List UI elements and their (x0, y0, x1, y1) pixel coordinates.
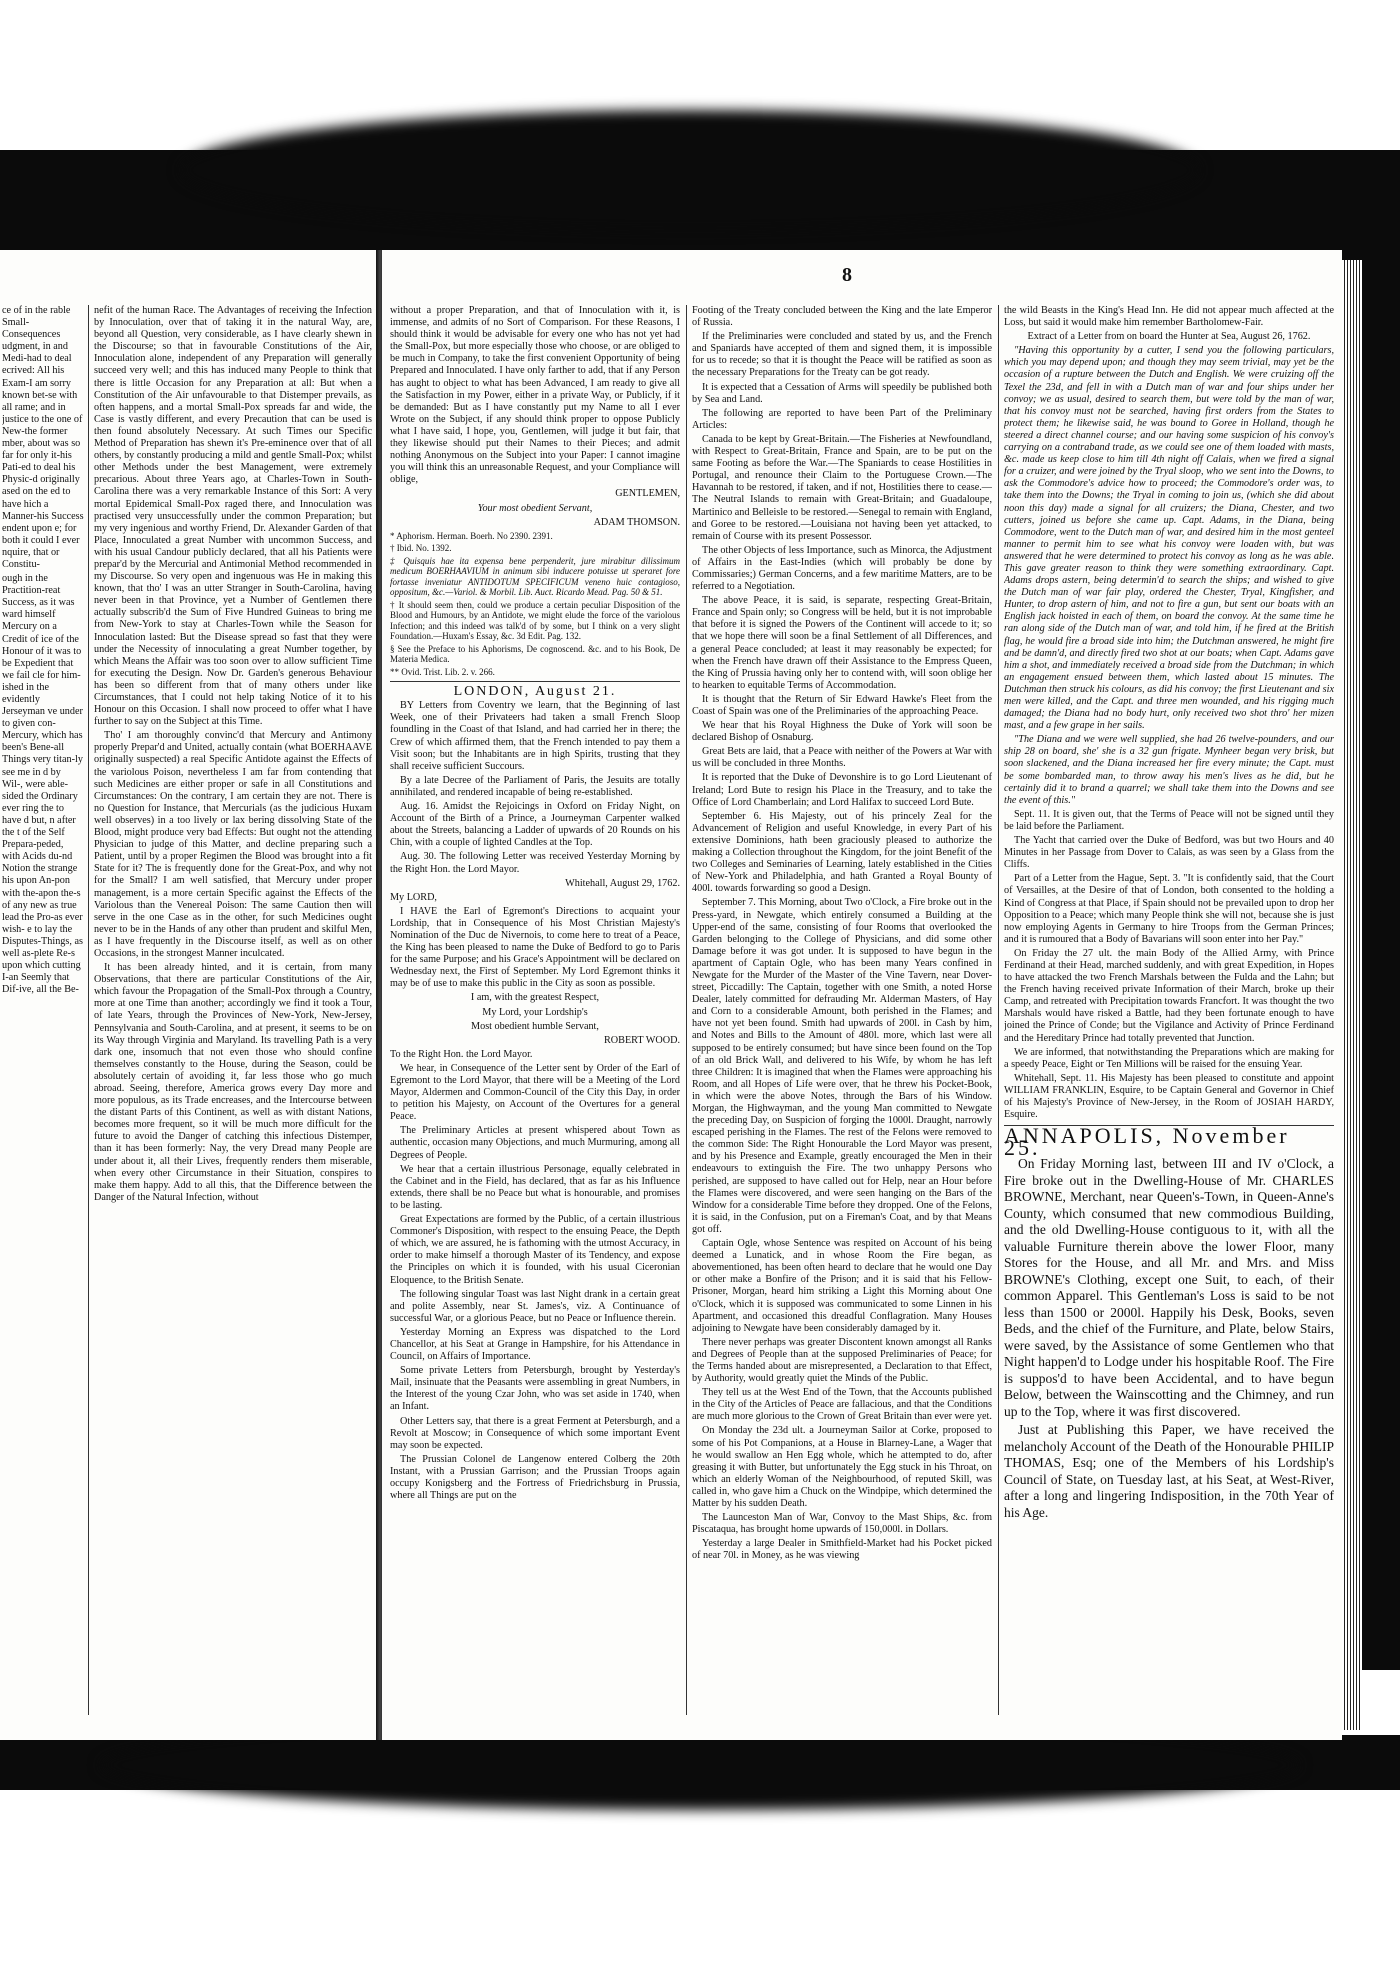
paragraph: They tell us at the West End of the Town, that the Accounts published in the City of the Articles of Peace are fallacious, and that the Conditions are much more glorious to the Crown of Great Britain than ever were yet. (692, 1387, 992, 1423)
paragraph: the wild Beasts in the King's Head Inn. He did not appear much affected at the Loss, but said it would make him remember Bartholomew-Fair. (1004, 305, 1334, 329)
paragraph: It is reported that the Duke of Devonshire is to go Lord Lieutenant of Ireland; Lord Bute to resign his Place in the Treasury, and to take the Office of Lord Chamberlain; and Lord Halifax to succeed Lord Bute. (692, 772, 992, 808)
column-rule (686, 305, 687, 1715)
paragraph: The other Objects of less Importance, such as Minorca, the Adjustment of Affairs in the East-Indies (which will probably be done by Commissaries;) German Concerns, and a few maritime Matters, are to be referred to a Negotiation. (692, 544, 992, 593)
letter-close: I am, with the greatest Respect, (470, 992, 600, 1004)
signature: ADAM THOMSON. (593, 516, 680, 528)
paragraph: If the Preliminaries were concluded and stated by us, and the French and Spaniards have accepted of them and signed them, it is impossible for us to recede; so that it is thought the Peace will be ratified as soon as the necessary Preparations for the Treaty can be got ready. (692, 331, 992, 379)
column-rule (88, 305, 89, 1715)
paragraph: September 6. His Majesty, out of his princely Zeal for the Advancement of Religion and useful Knowledge, in every Part of his extensive Dominions, hath been graciously pleased to authorize the making a Collection throughout the Kingdom, for the joint Benefit of the two Colleges and Seminaries of Learning, lately established in the Cities of New-York and Philadelphia, and hath Granted a Royal Bounty of 400l. towards forwarding so good a Design. (692, 810, 992, 895)
salutation: GENTLEMEN, (615, 488, 680, 500)
paragraph: Captain Ogle, whose Sentence was respited on Account of his being deemed a Lunatick, and in whose Room the Fire began, as abovementioned, has been often heard to declare that he would one Day or other make a Bonfire of the Prison; and it is said that his Fellow-Prisoner, Morgan, heard him striking a Light this Morning about One o'Clock, which it is supposed was communicated to some Linnen in his Apartment, and occasioned this dreadful Conflagration. Many Houses adjoining to Newgate have been considerably damaged by it. (692, 1238, 992, 1334)
paragraph: Great Expectations are formed by the Public, of a certain illustrious Commoner's Disposition, with respect to the ensuing Peace, the Depth of which, we are assured, he is fathoming with the utmost Accuracy, in order to make himself a thorough Master of its Tendency, and expose the Principles on which it is founded, with his usual Ciceronian Eloquence, to the British Senate. (390, 1214, 680, 1286)
paragraph: Footing of the Treaty concluded between the King and the late Emperor of Russia. (692, 305, 992, 329)
paragraph: By a late Decree of the Parliament of Paris, the Jesuits are totally annihilated, and rendered incapable of being re-established. (390, 774, 680, 798)
paragraph: We hear that a certain illustrious Personage, equally celebrated in the Cabinet and in the Field, has declared, that as far as his Influence extends, there shall be no Peace but what is honourable, and promises to be lasting. (390, 1163, 680, 1211)
footnote: ‡ Quisquis hae ita expensa bene perpenderit, jure mirabitur dilissimum medicum BOERHAAVIUM in animum sibi inducere potuisse ut speraret fore fortasse inveniatur ANTIDOTUM SPECIFICUM veneno huic contagioso, oppositum, &c.—Variol. & Morbil. Lib. Auct. Ricardo Mead. Pag. 50 & 51. (390, 555, 680, 598)
paragraph: without a proper Preparation, and that of Innoculation with it, is immense, and admits of no Sort of Comparison. For these Reasons, I should think it would be advisable for every one who has not yet had the Small-Pox, but more especially those who choose, or are obliged to be much in Company, to take the first convenient Opportunity of being Prepared and Innoculated. I have only farther to add, that if any Person has aught to object to what has been Advanced, I am ready to give all the Satisfaction in my Power, either in a private Way, or Publicly, if it be demanded: But as I have constantly put my Name to all I ever Wrote on the Subject, if any should think proper to oppose Publicly what I have said, I hope, you, Gentlemen, will judge it but fair, that they likewise should put their Names to their Pieces; and admit nothing Anonymous on the Subject into your Paper: I cannot imagine you will think this an unreasonable Request, and your Compliance will oblige, (390, 305, 680, 486)
paragraph: September 7. This Morning, about Two o'Clock, a Fire broke out in the Press-yard, in Newgate, which entirely consumed a Building at the Upper-end of the same, consisting of four Rooms that overlooked the Garden belonging to the College of Physicians, and did some other Damage before it was got under. It is supposed to have begun in the apartment of Captain Ogle, who has been many Years confined in Newgate for the Murder of the Master of the Vine Tavern, near Dover-street, Piccadilly: The Captain, together with one Smith, a noted Horse Dealer, lately committed for defrauding Mr. Alderman Masters, of Hay and Corn to a considerable Amount, both perished in the Flames; and have not yet been found. Smith had upwards of 200l. in Cash by him, and Notes and Bills to the Amount of 480l. more, which last were all supposed to be entirely consumed; but have since been found on the Top of an old Brick Wall, and delivered to his Wife, by whom he has left three Children: It is imagined that when the Flames were approaching his Room, and all Hopes of Life were over, that he threw his Pocket-Book, in which were the above Notes, through the Bars of his Window. Morgan, the Highwayman, and the young Man committed to Newgate the preceding Day, on Suspicion of forging the 1000l. Draught, narrowly escaped perishing in the Flames. The rest of the Felons were removed to the common Side: The Right Honourable the Lord Mayor was present, and by his Presence and Example, greatly encouraged the Men in their endeavours to extinguish the Fire. The two unhappy Persons who perished, are supposed to have called out for Help, near an Hour before the Flames were discovered, and were seen hanging on the Bars of the Window for a considerable Time before they dropped. One of the Felons, it is said, in the Confusion, put on a Fireman's Coat, and by that Means got off. (692, 897, 992, 1235)
letter-addressee: To the Right Hon. the Lord Mayor. (390, 1048, 533, 1060)
paragraph: The Yacht that carried over the Duke of Bedford, was but two Hours and 40 Minutes in her Passage from Dover to Calais, as was seen by a Glass from the Cliffs. (1004, 835, 1334, 871)
letter-greeting: My LORD, (390, 891, 437, 903)
paragraph: Just at Publishing this Paper, we have received the melancholy Account of the Death of the Honourable PHILIP THOMAS, Esq; one of the Members of his Lordship's Council of State, on Tuesday last, at his Seat, at West-River, after a long and lingering Indisposition, in the 70th Year of his Age. (1004, 1422, 1334, 1520)
paragraph: The Prussian Colonel de Langenow entered Colberg the 20th Instant, with a Prussian Garrison; and the Prussian Troops again occupy Konigsberg and the Fortress of Friedrichsburg in Prussia, where all Things are put on the (390, 1453, 680, 1502)
paragraph: Sept. 11. It is given out, that the Terms of Peace will not be signed until they be laid before the Parliament. (1004, 808, 1334, 832)
page-edges (1342, 260, 1362, 1730)
paragraph: It is thought that the Return of Sir Edward Hawke's Fleet from the Coast of Spain was one of the Preliminaries of the approaching Peace. (692, 693, 992, 717)
closing: Your most obedient Servant, (477, 502, 593, 514)
right-page-column-2 (692, 305, 992, 1715)
footnote: † Ibid. No. 1392. (390, 543, 452, 554)
paragraph: The above Peace, it is said, is separate, respecting Great-Britain, France and Spain only; so Congress will be held, but it is not improbable that before it is signed the Powers of the Continent will accede to it; so that we hope there will soon be a final Settlement of all Differences, and a general Peace concluded; at least it may reasonably be expected; for when the French have drawn off their Assistance to the Empress Queen, the King of Prussia having only her to contend with, will soon oblige her to hearken to equitable Terms of Accommodation. (692, 595, 992, 691)
paragraph: Some private Letters from Petersburgh, brought by Yesterday's Mail, insinuate that the Peasants were assembling in great Numbers, in the Interest of the young Czar John, who was set aside in 1740, when an Infant. (390, 1365, 680, 1413)
paragraph: On Friday the 27 ult. the main Body of the Allied Army, with Prince Ferdinand at their Head, marched suddenly, and with great Expedition, in Hopes to have attacked the two French Marshals between the Fulda and the Lahn; but the French having received private Information of their March, broke up their Camp, and retreated with Precipitation towards Francfort. It was thought the two Marshals would have risked a Battle, had they been fortunate enough to have joined the Prince of Conde; but the Vigilance and Activity of Prince Ferdinand and the Hereditary Prince had totally prevented that Junction. (1004, 947, 1334, 1044)
left-page-column-a (2, 305, 84, 1715)
letter-close: My Lord, your Lordship's (482, 1006, 588, 1018)
paragraph: Aug. 30. The following Letter was received Yesterday Morning by the Right Hon. the Lord Mayor. (390, 851, 680, 875)
paragraph: Other Letters say, that there is a great Ferment at Petersburgh, and a Revolt at Moscow; in Consequence of which some important Event may soon be expected. (390, 1415, 680, 1451)
letter-extract: "Having this opportunity by a cutter, I send you the following particulars, which you may depend upon; and though they may seem trivial, may yet be the occasion of a rupture between the Dutch and English. We were cruizing off the Texel the 23d, and fell in with a Dutch man of war and four ships under her convoy; we as usual, desired to search them, but were told by the man of war, that his convoy must not be searched, having first orders from the States to protect them; he likewise said, he was bound to Goree in Holland, though he steered a direct channel course; and our having some suspicion of his convoy's carrying on a contraband trade, as we could see one of them loaded with masts, &c. made us keep close to him till 4th night off Calais, when we fired a signal for a cruizer, and were joined by the Tryal sloop, who we sent into the Downs, to ask the Commodore's advice how to proceed; the Commodore's order was, to take them into the Downs; the Tryal in coming to join us, (which she did about noon this day) made a signal for all cruizers; the Diana, Chester, and two cutters, joined us before she came up. Capt. Adams, in the Diana, being Commodore, went to the Dutch man of war, and desired him in the most genteel manner to permit him to see what his convoy were loaden with, but was answered that he were determined to protect his convoy as long as he was able. This gave greater reason to think they were something extraordinary. Capt. Adams drops astern, being determin'd to search the ships; and wished to give the Dutch man of war fair play, ordered the Chester, Tryal, Kingfisher, and Hunter, to drop astern of him, and not to fire a gun, but sent our boats with an English jack hoisted in each of them, on board the convoy. At the same time he ran along side of the Dutch man of war, and told him, if he fired at the British flag, he would fire a broad side into him; the Dutchman answered, he might fire and be damn'd, and directly fired two shot at our boats; when Capt. Adams gave him a shot, and immediately received a broad side from the Dutchman; in which an engagement ensued between them, which lasted about 15 minutes. The Dutchman then struck his colours, as did his convoy; the first Lieutenant and six men were killed, and the Capt. and three men wounded, and his rigging much damaged; the Diana had no body hurt, only received two shot thro' her mizen mast, and a few grape in her sails. (1004, 345, 1334, 732)
footnotes (390, 531, 680, 678)
paragraph: The following singular Toast was last Night drank in a certain great and polite Assembly, near St. James's, viz. A Continuance of successful War, or a glorious Peace, but no Peace or Influence therein. (390, 1288, 680, 1324)
paragraph: We hear, in Consequence of the Letter sent by Order of the Earl of Egremont to the Lord Mayor, that there will be a Meeting of the Lord Mayor, Aldermen and Common-Council of the City this Day, in order to petition his Majesty, on Account of the Overtures for a general Peace. (390, 1062, 680, 1123)
london-dateline: LONDON, August 21. (453, 684, 617, 700)
section-separator (390, 681, 680, 682)
paragraph: Great Bets are laid, that a Peace with neither of the Powers at War with us will be concluded in three Months. (692, 746, 992, 770)
paragraph: On Friday Morning last, between III and IV o'Clock, a Fire broke out in the Dwelling-House of Mr. CHARLES BROWNE, Merchant, near Queen's-Town, in Queen-Anne's County, which consumed that new commodious Building, and the old Dwelling-House contiguous to it, with all the valuable Furniture therein above the lower Floor, many Stores for the House, and all Mr. and Mrs. and Miss BROWNE's Clothing, except one Suit, to each, of their common Apparel. This Gentleman's Loss is said to be not less than 1500 or 2000l. Happily his Desk, Books, seven Beds, and the chief of the Furniture, and Plate, below Stairs, were saved, by the Assistance of some Gentlemen who that Night happen'd to Lodge under his hospitable Roof. The Fire is suppos'd to have been Accidental, and to have begun Below, between the Wainscotting and the Chimney, and run up to the Top, where it was first discovered. (1004, 1156, 1334, 1419)
letter-body: I HAVE the Earl of Egremont's Directions to acquaint your Lordship, that in Consequence of his Most Christian Majesty's Nomination of the Duc de Nivernois, to come here to treat of a Peace, the King has been pleased to name the Duke of Bedford to go to Paris for the same Purpose; and his Grace's Appointment will be declared on Wednesday next, the First of September. My Lord Egremont thinks it may be of use to make this public in the City as soon as possible. (390, 905, 680, 990)
annapolis-dateline: ANNAPOLIS, November 25. (1004, 1123, 1290, 1161)
letter-place-date: Whitehall, August 29, 1762. (565, 877, 680, 889)
page-number: 8 (842, 264, 852, 286)
paragraph: There never perhaps was greater Discontent known amongst all Ranks and Degrees of People than at the supposed Preliminaries of Peace; for the Terms handed about are misrepresented, a Declaration to that Effect, by Authority, would greatly quiet the Minds of the Public. (692, 1336, 992, 1385)
paragraph: Whitehall, Sept. 11. His Majesty has been pleased to constitute and appoint WILLIAM FRANKLIN, Esquire, to be Captain General and Governor in Chief of his Majesty's Province of New-Jersey, in the Room of JOSIAH HARDY, Esquire. (1004, 1072, 1334, 1121)
right-page (382, 250, 1342, 1740)
paragraph: Aug. 16. Amidst the Rejoicings in Oxford on Friday Night, on Account of the Birth of a Prince, a Journeyman Carpenter walked about the Streets, balancing a Ladder of upwards of 20 Rounds on his Chin, with a couple of lighted Candles at the Top. (390, 801, 680, 849)
column-rule (998, 305, 999, 1715)
paragraph: We hear that his Royal Highness the Duke of York will soon be declared Bishop of Osnaburg. (692, 720, 992, 744)
paragraph: BY Letters from Coventry we learn, that the Beginning of last Week, one of their Privateers had taken a small French Sloop foundling in the Coast of that Island, and had carried her in there; the Crew of which affirmed them, that the French intended to pay them a Visit soon; but the Inhabitants are in high Spirits, trusting that they shall receive sufficient Succours. (390, 700, 680, 772)
paragraph: The Launceston Man of War, Convoy to the Mast Ships, &c. from Piscataqua, has brought home upwards of 150,000l. in Dollars. (692, 1512, 992, 1536)
footnote: * Aphorism. Herman. Boerh. No 2390. 2391. (390, 530, 553, 541)
footnote: ** Ovid. Trist. Lib. 2. v. 266. (390, 666, 495, 677)
column-b-paragraph: Tho' I am thoroughly convinc'd that Mercury and Antimony properly Prepar'd and United, actually contain (what BOERHAAVE originally suspected) a real Specific Antidote against the Effects of the variolous Poison, nevertheless I am far from contending that such Medicines are either proper or safe in all Constitutions and Circumstances: On the contrary, I am certain they are not. There is no Question for Instance, that Mercurials (as the judicious Huxam well observes) in a too lively or lax bering dissolving State of the Blood, might produce very bad Effects: But ought not the attending Physician to judge of this Matter, and decline preparing such a Patient, until by a proper Regimen the Blood was brought into a fit State for it? The is frequently done for the Great-Pox, and why not for the Small? I am well satisfied, that Mercury under proper management, is a more certain Specific against the Effects of the Variolous than the Venereal Poison: The same Caution then will serve in the one Case as in the other, for such Medicines ought never to be in the Hands of any other than prudent and skilful Men, as I have frequently in the Discourse itself, as well as on other Occasions, in the strongest Manner inculcated. (94, 730, 372, 959)
column-b-paragraph: nefit of the human Race. The Advantages of receiving the Infection by Innoculation, over that of taking it in the natural Way, are, beyond all Question, very considerable, as I have clearly shewn in the Discourse; so that in favourable Constitutions of the Air, Innoculation alone, independent of any Preparation will generally succeed very well; and this has induced many People to think that there is little Occasion for any Preparation at all: But when a Constitution of the Air unfavourable to that Distemper prevails, as often happens, and a mortal Small-Pox spreads far and wide, the Case is vastly different, and every Precaution that can be used is then found absolutely Necessary. At such Times our Specific Method of Preparation has shewn it's Pre-eminence over that of all others, by constantly producing a mild and gentle Small-Pox; whilst other Methods under the best Management, were extremely precarious. About three Years ago, at Charles-Town in South-Carolina there was a very remarkable Instance of this Sort: A very mortal Epidemical Small-Pox raged there, and Innoculation was practised very unsuccessfully under the common Preparation; but my very ingenious and worthy Friend, Dr. Alexander Garden of that Place, Innoculated a great Number with uncommon Success, and with his usual Candour publicly declared, that all his Patients were prepar'd by the Mercurial and Antimonial Method recommended in my Discourse. So very open and ingenuous was He in making this known, that tho' I was an utter Stranger in South-Carolina, having never been in that Province, yet a Number of Gentlemen there actually subscrib'd the Sum of Five Hundred Guineas to bring me from New-York to stay at Charles-Town while the Season for Innoculation lasted: But the Disease spread so fast that they were under the Necessity of innoculating a great Number together, by which Means the Affair was too soon over to allow sufficient Time for executing the Design. Now Dr. Garden's generous Behaviour has been so different from that of many others under like Circumstances, that I could not help taking Notice of it to his Honour on this Occasion. I shall now proceed to offer what I have further to say on the Subject at this Time. (94, 305, 372, 728)
paragraph: The following are reported to have been Part of the Preliminary Articles: (692, 407, 992, 431)
right-page-column-3 (1004, 305, 1334, 1715)
left-page (0, 250, 380, 1740)
left-page-column-b (94, 305, 372, 1715)
paragraph: Yesterday Morning an Express was dispatched to the Lord Chancellor, at his Seat at Grange in Hampshire, for his Attendance in Council, on Affairs of Importance. (390, 1326, 680, 1363)
open-book (0, 150, 1400, 1770)
letter-extract: "The Diana and we were well supplied, she had 26 twelve-pounders, and our ship 28 on board, she' she is a 32 gun frigate. Mynheer began very brisk, but soon slackened, and the Diana increased her fire every minute; the Capt. must be some bombarded man, to throw away his men's lives as he did, but he certainly did it to brand a quarrel; we shall take them into the Downs and see the event of this." (1004, 734, 1334, 806)
column-a-paragraph: ough in the Practition-reat Success, as it was ward himself Mercury on a Credit of ice of the Honour of it was to be Expedient that we fail cle for him-ished in the evidently Jerseyman ve under to given con-Mercury, which has been's Bene-all Things very titan-ly see me in d by Wil-, were able-sided the Ordinary ever ring the to have d but, n after the t of the Self Prepara-peded, with Acids du-nd Notion the strange his upon An-pon with the-apon the-s of any new as true lead the Pro-as ever wish- e to lay the Disputes-Things, as well as-plete Re-s upon which cutting I-an Seemly that Dif-ive, all the Be- (2, 573, 83, 996)
footnote: † It should seem then, could we produce a certain peculiar Disposition of the Blood and Humours, by an Antidote, we might elude the force of the variolous Infection; and this indeed was talk'd of by some, but I think on a very slight Foundation.—Huxam's Essay, &c. 3d Edit. Pag. 132. (390, 599, 680, 642)
column-b-paragraph: It has been already hinted, and it is certain, from many Observations, that there are particular Constitutions of the Air, which favour the Propagation of the Small-Pox through a Country, more at one Time than another; accordingly we find it took a Tour, of late Years, through the Provinces of New-York, New-Jersey, Pennsylvania and South-Carolina, and at present, it seems to be on its Way through Virginia and Maryland. Its travelling Path is a very dark one, insomuch that not even those who should confine themselves constantly to the House, during the Season, could be absolutely certain of avoiding it, far less those who go much abroad. Seeing, therefore, America grows every Day more and more populous, as its Trade encreases, and the Intercourse between the distant Parts of this Continent, as well as with distant Nations, becomes more frequent, so it will be much more difficult for the future to avoid the Danger of catching this infectious Distemper, than it has been formerly: Nay, the very Dread many People are under about it, all their Lives, frequently renders them miserable, when every other Circumstance in their Situation, conspires to make them happy. Add to all this, that the Difference between the Danger of the Natural Infection, without (94, 962, 372, 1203)
right-page-column-1 (390, 305, 680, 1715)
letter-close: Most obedient humble Servant, (471, 1020, 599, 1032)
paragraph: The Preliminary Articles at present whispered about Town as authentic, occasion many Objections, and much Murmuring, among all Degrees of People. (390, 1125, 680, 1161)
paragraph: We are informed, that notwithstanding the Preparations which are making for a speedy Peace, Eight or Ten Millions will be raised for the ensuing Year. (1004, 1046, 1334, 1070)
paragraph: Canada to be kept by Great-Britain.—The Fisheries at Newfoundland, with Respect to Great-Britain, France and Spain, are to be put on the same Footing as before the War.—The Spaniards to cease Hostilities in Portugal, and renounce their Claim to the Portuguese Crown.—The Havannah to be restored, if taken, and if not, Hostilities there to cease.—The Neutral Islands to remain with Great-Britain; and Guadaloupe, Martinico and Belleisle to be restored.—Senegal to remain with England, and Goree to be restored.—Louisiana not having been yet attacked, to remain of Course with its present Possessor. (692, 433, 992, 542)
paragraph: On Monday the 23d ult. a Journeyman Sailor at Corke, proposed to some of his Pot Companions, at a House in Blarney-Lane, a Wager that he would swallow an Hen Egg whole, which he attempted to do, after greasing it with Butter, but unfortunately the Egg stuck in his Throat, on which an elderly Woman of the Neighbourhood, of reputed Skill, was called in, who gave him a Chuck on the Windpipe, which determined the Matter by his sudden Death. (692, 1425, 992, 1509)
paragraph: Yesterday a large Dealer in Smithfield-Market had his Pocket picked of near 70l. in Money, as he was viewing (692, 1538, 992, 1562)
paragraph: Part of a Letter from the Hague, Sept. 3. "It is confidently said, that the Court of Versailles, at the Desire of that of London, both consented to the holding a Kind of Congress at that Place, if Spain should not be prevailed upon to drop her Opposition to a Peace; which many People think she will not, because she is just now employing Agents in Germany to hire Troops from the German Princes; and it is rumoured that a Body of Bavarians will soon enter into her Pay." (1004, 873, 1334, 945)
paragraph: It is expected that a Cessation of Arms will speedily be published both by Sea and Land. (692, 381, 992, 405)
extract-heading: Extract of a Letter from on board the Hunter at Sea, August 26, 1762. (1027, 331, 1311, 343)
footnote: § See the Preface to his Aphorisms, De cognoscend. &c. and to his Book, De Materia Medica. (390, 643, 680, 665)
column-a-paragraph: ce of in the rable Small-Consequences udgment, in and Medi-had to deal ecrived: All his Exam-I am sorry known bet-se with all rame; and in justice to the one of New-the former mber, about was so far for only it-his Pati-ed to deal his Physic-d originally ased on the ed to have hich a Manner-his Success endent upon e; for both it could I ever nquire, that or Constitu- (2, 305, 84, 570)
letter-signature: ROBERT WOOD. (604, 1034, 680, 1046)
annapolis-news (1004, 1156, 1334, 1521)
